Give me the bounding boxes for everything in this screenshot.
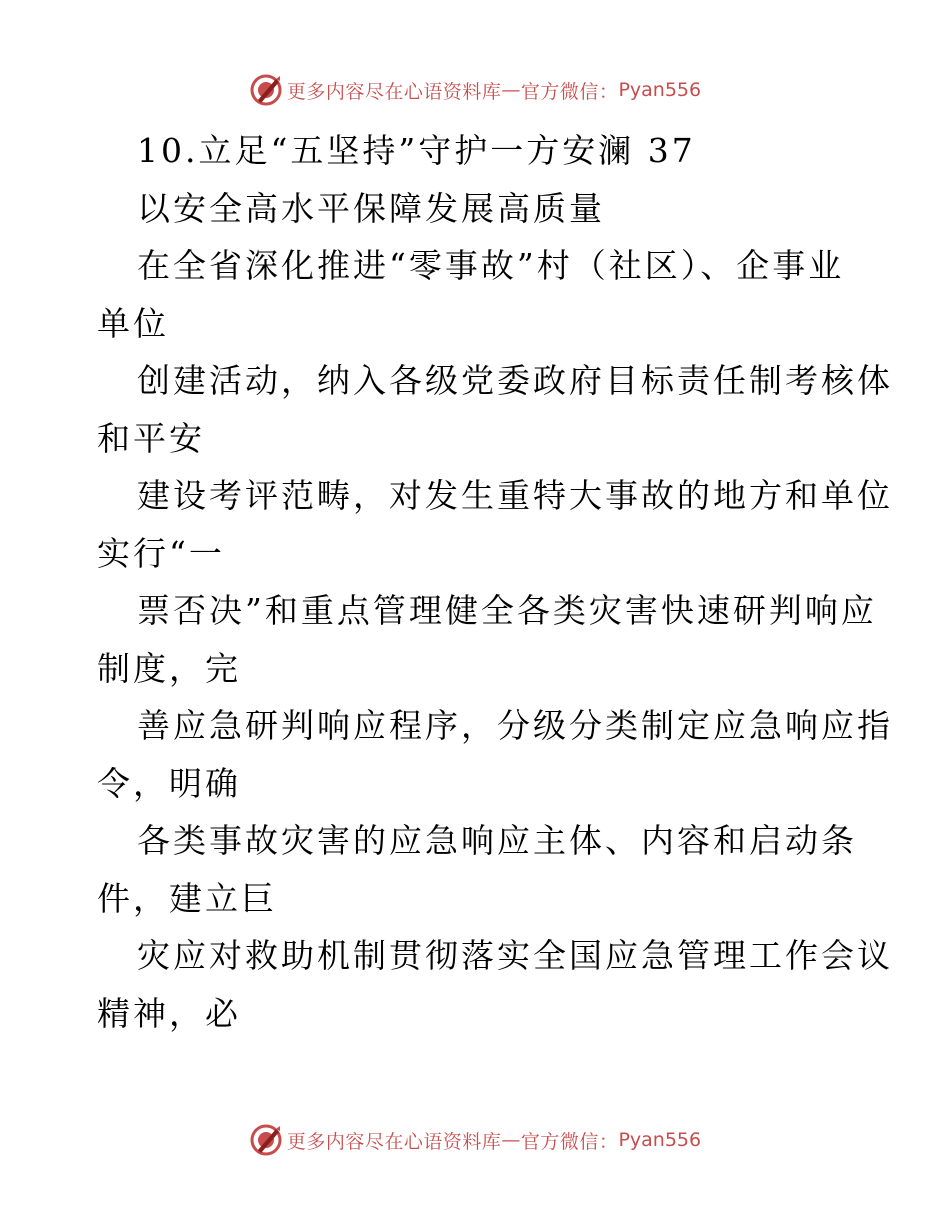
text-line: 善应急研判响应程序，分级分类制定应急响应指 — [137, 706, 893, 745]
watermark-text: 更多内容尽在心语资料库 — [286, 1130, 502, 1153]
text-line: 单位 — [97, 303, 169, 343]
text-line: 灾应对救助机制贯彻落实全国应急管理工作会议 — [137, 936, 893, 975]
pen-logo-icon — [249, 1123, 283, 1157]
text-line: 件，建立巨 — [97, 878, 277, 918]
text-line: 建设考评范畴，对发生重特大事故的地方和单位 — [137, 476, 893, 515]
text-line: 10.立足“五坚持”守护一方安澜 37 — [137, 131, 696, 170]
text-line: 以安全高水平保障发展高质量 — [137, 188, 605, 228]
text-line: 精神，必 — [97, 993, 241, 1033]
text-line: 实行“一 — [97, 533, 225, 573]
text-line: 在全省深化推进“零事故”村（社区）、企事业 — [137, 246, 845, 285]
document-body — [97, 122, 893, 1042]
pen-logo-icon — [249, 73, 283, 107]
text-line: 创建活动，纳入各级党委政府目标责任制考核体 — [137, 361, 893, 400]
text-line: 票否决”和重点管理健全各类灾害快速研判响应 — [137, 591, 877, 630]
text-line: 令，明确 — [97, 763, 241, 803]
watermark-account: Pyan556 — [618, 79, 702, 101]
text-line: 各类事故灾害的应急响应主体、内容和启动条 — [137, 821, 857, 860]
watermark-label: 官方微信： — [520, 80, 619, 103]
text-line: 制度，完 — [97, 648, 241, 688]
watermark-banner-bottom — [0, 1120, 950, 1160]
watermark-account: Pyan556 — [618, 1129, 702, 1151]
watermark-label: 官方微信： — [520, 1130, 619, 1153]
watermark-text: 更多内容尽在心语资料库 — [286, 80, 502, 103]
watermark-banner-top — [0, 70, 950, 110]
watermark-dash: — — [501, 1129, 521, 1151]
text-line: 和平安 — [97, 418, 205, 458]
watermark-dash: — — [501, 79, 521, 101]
